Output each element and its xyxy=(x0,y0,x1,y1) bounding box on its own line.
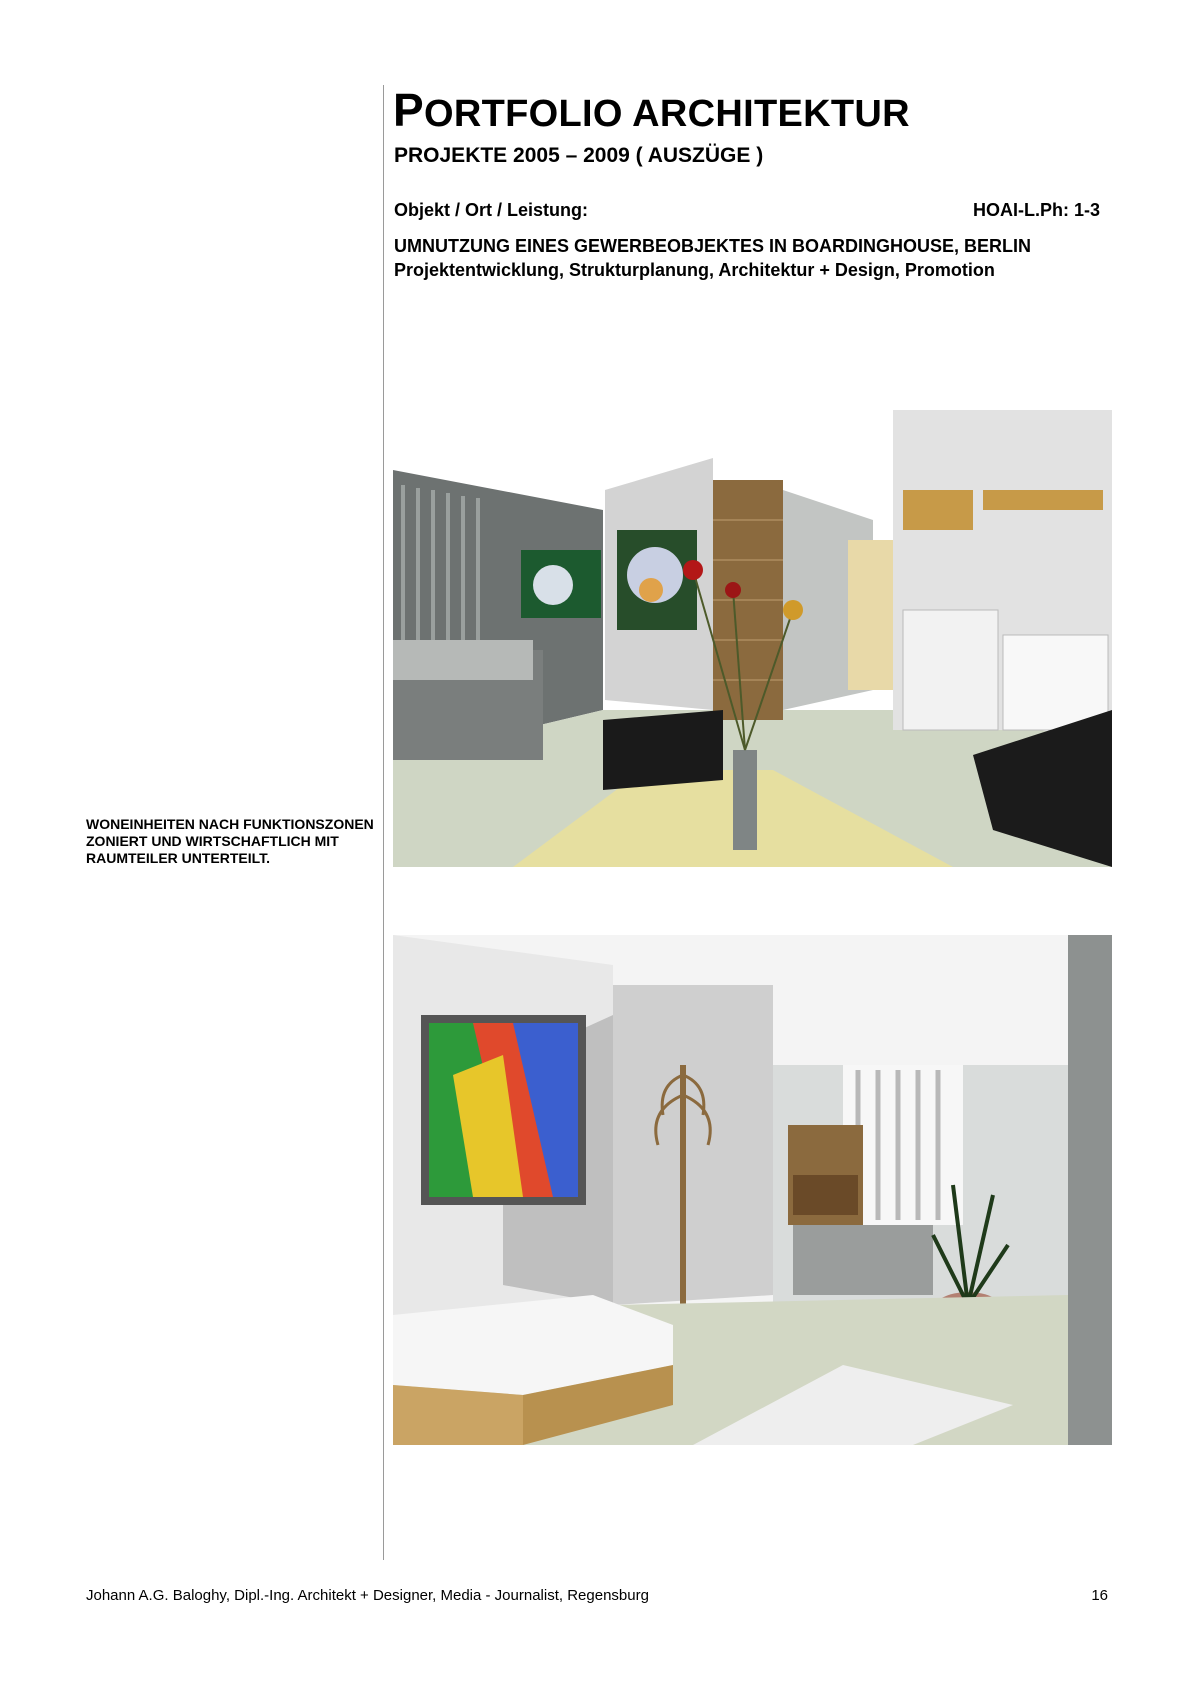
hoai-phase: HOAI-L.Ph: 1-3 xyxy=(972,200,1100,220)
vertical-divider-line xyxy=(383,85,384,1560)
page-subtitle: PROJEKTE 2005 – 2009 ( AUSZÜGE ) xyxy=(394,144,764,167)
page-number: 16 xyxy=(1091,1587,1108,1604)
title-initial: P xyxy=(393,84,424,136)
page-title xyxy=(393,84,910,136)
project-name: UMNUTZUNG EINES GEWERBEOBJEKTES IN BOARDINGHOUSE, BERLIN xyxy=(394,236,1032,256)
title-rest: ORTFOLIO ARCHITEKTUR xyxy=(423,93,910,135)
render-living-kitchen-drawing xyxy=(393,410,1112,867)
interior-render-bedroom xyxy=(393,935,1112,1445)
interior-render-living-kitchen xyxy=(393,410,1112,867)
object-label: Objekt / Ort / Leistung: xyxy=(394,200,589,220)
image-caption: WONEINHEITEN NACH FUNKTIONSZONEN ZONIERT UND WIRTSCHAFTLICH MIT RAUMTEILER UNTERTEILT. xyxy=(86,816,374,866)
project-info xyxy=(394,234,1031,282)
project-services: Projektentwicklung, Strukturplanung, Architektur + Design, Promotion xyxy=(394,260,995,280)
render-bedroom-drawing xyxy=(393,935,1112,1445)
footer-author: Johann A.G. Baloghy, Dipl.-Ing. Architekt + Designer, Media - Journalist, Regensburg xyxy=(86,1587,649,1604)
